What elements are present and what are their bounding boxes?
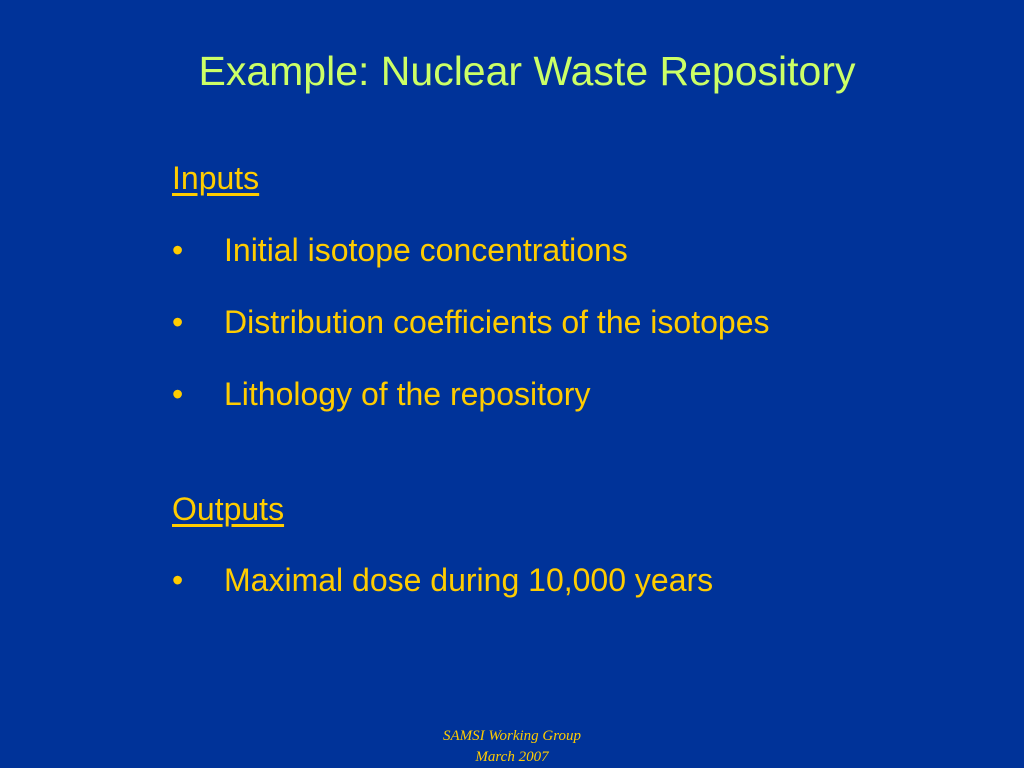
inputs-list-item [172,304,769,341]
bullet-icon: • [172,376,184,412]
outputs-item-label: Maximal dose during 10,000 years [224,562,714,598]
inputs-heading: Inputs [172,160,260,196]
bullet-icon: • [172,304,184,340]
outputs-heading: Outputs [172,491,285,527]
inputs-list-item [172,232,628,269]
footer-group-name: SAMSI Working Group [442,728,582,744]
inputs-list-item [172,376,590,413]
inputs-item-label: Lithology of the repository [224,376,591,412]
bullet-icon: • [172,562,184,598]
footer-date: March 2007 [475,749,549,765]
inputs-item-label: Distribution coefficients of the isotopes [224,304,770,340]
outputs-list-item [172,562,713,599]
inputs-item-label: Initial isotope concentrations [224,232,628,268]
slide-title: Example: Nuclear Waste Repository [198,48,856,94]
bullet-icon: • [172,232,184,268]
